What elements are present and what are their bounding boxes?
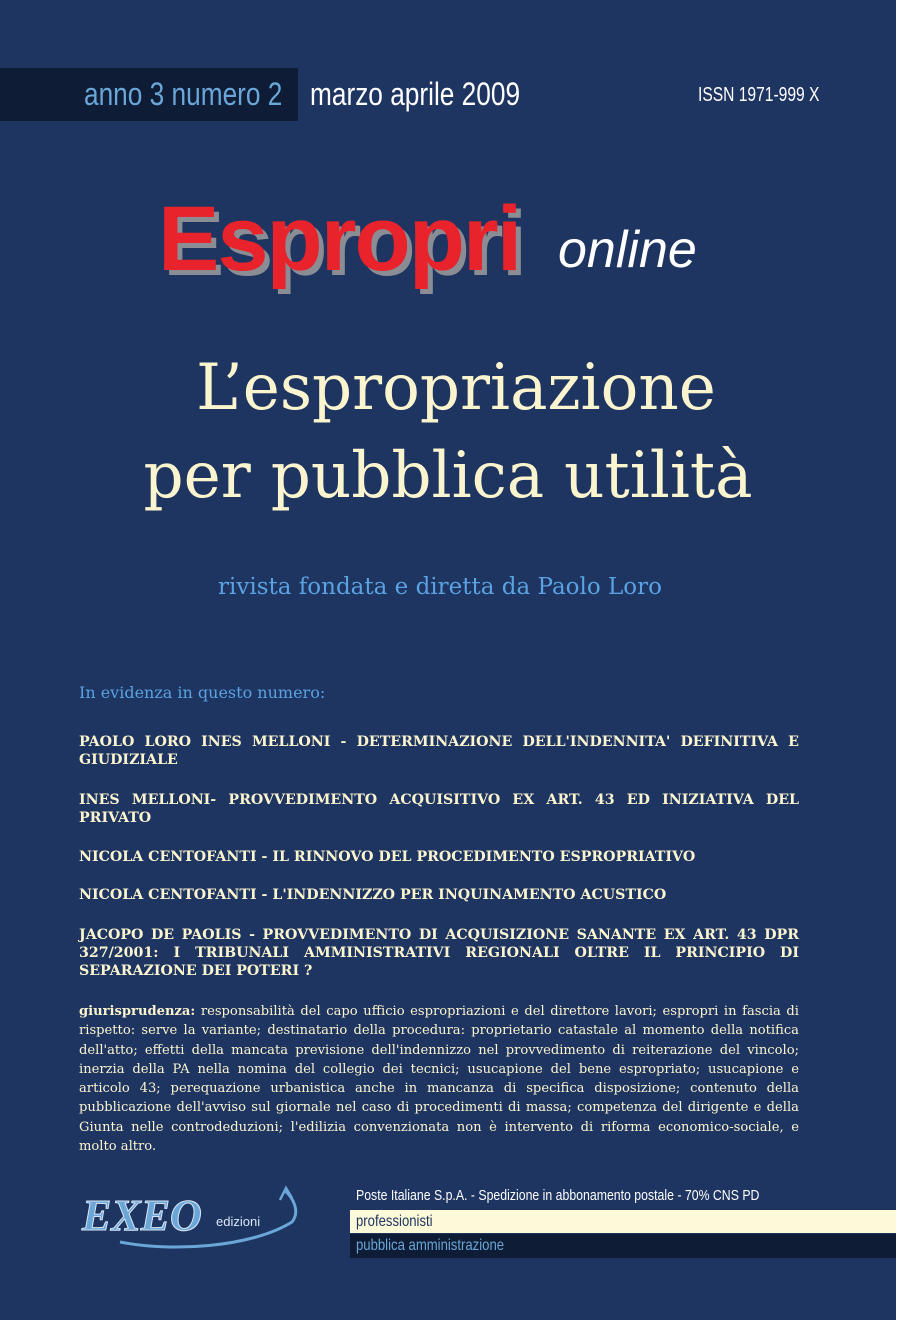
- issue-number: anno 3 numero 2: [84, 76, 283, 112]
- audience-label: pubblica amministrazione: [356, 1237, 505, 1254]
- audience-band-professionals: [350, 1210, 896, 1233]
- highlights-label: In evidenza in questo numero:: [79, 683, 326, 702]
- jurisprudence-text: responsabilità del capo ufficio espropriazioni e del direttore lavori; espropri in fascia di rispetto: serve la variante; destinatario della procedura: proprietario catastale al momento della notifica dell'atto; effetti della mancata previsione dell'indennizzo nel provvedimento di reiterazione del vincolo; inerzia della PA nella nomina del collegio dei tecnici; usucapione del bene espropriato; usucapione e articolo 43; perequazione urbanistica anche in mancanza di specifica disposizione; contenuto della pubblicazione dell'avviso sul giornale nel caso di procedimenti di massa; competenza del dirigente e della Giunta nelle controdeduzioni; l'edilizia convenzionata non è intervento di riforma economico-sociale, e molto altro.: [79, 1004, 799, 1155]
- brand-title: Espropri: [158, 188, 521, 290]
- main-title-line-2: per pubblica utilità: [143, 439, 753, 513]
- page-margin-bottom: [0, 1320, 904, 1327]
- issue-date: marzo aprile 2009: [310, 76, 521, 112]
- logo-subtext: edizioni: [216, 1214, 261, 1229]
- brand-suffix: online: [558, 221, 697, 279]
- article-title: NICOLA CENTOFANTI - L'INDENNIZZO PER INQUINAMENTO ACUSTICO: [79, 887, 667, 903]
- article-title: PAOLO LORO INES MELLONI - DETERMINAZIONE DELL'INDENNITA' DEFINITIVA E GIUDIZIALE: [79, 734, 799, 768]
- jurisprudence-summary: [79, 1002, 799, 1156]
- jurisprudence-label: giurisprudenza:: [79, 1004, 196, 1019]
- audience-label: professionisti: [356, 1213, 433, 1230]
- main-title-line-1: L’espropriazione: [196, 351, 716, 425]
- issn: ISSN 1971-999 X: [698, 84, 820, 106]
- article-title: INES MELLONI- PROVVEDIMENTO ACQUISITIVO EX ART. 43 ED INIZIATIVA DEL PRIVATO: [79, 792, 799, 826]
- article-title: NICOLA CENTOFANTI - IL RINNOVO DEL PROCEDIMENTO ESPROPRIATIVO: [79, 849, 696, 865]
- page-margin-right: [896, 0, 904, 1327]
- audience-band-public-admin: [350, 1234, 896, 1258]
- article-title: JACOPO DE PAOLIS - PROVVEDIMENTO DI ACQUISIZIONE SANANTE EX ART. 43 DPR 327/2001: I TRIBUNALI AMMINISTRATIVI REGIONALI OLTRE IL PRINCIPIO DI SEPARAZIONE DEI POTERI ?: [79, 927, 799, 979]
- exeo-logo: [80, 1182, 310, 1254]
- founded-by: rivista fondata e diretta da Paolo Loro: [218, 574, 662, 600]
- logo-text: EXEO: [82, 1191, 202, 1240]
- postal-notice: Poste Italiane S.p.A. - Spedizione in abbonamento postale - 70% CNS PD: [356, 1187, 760, 1204]
